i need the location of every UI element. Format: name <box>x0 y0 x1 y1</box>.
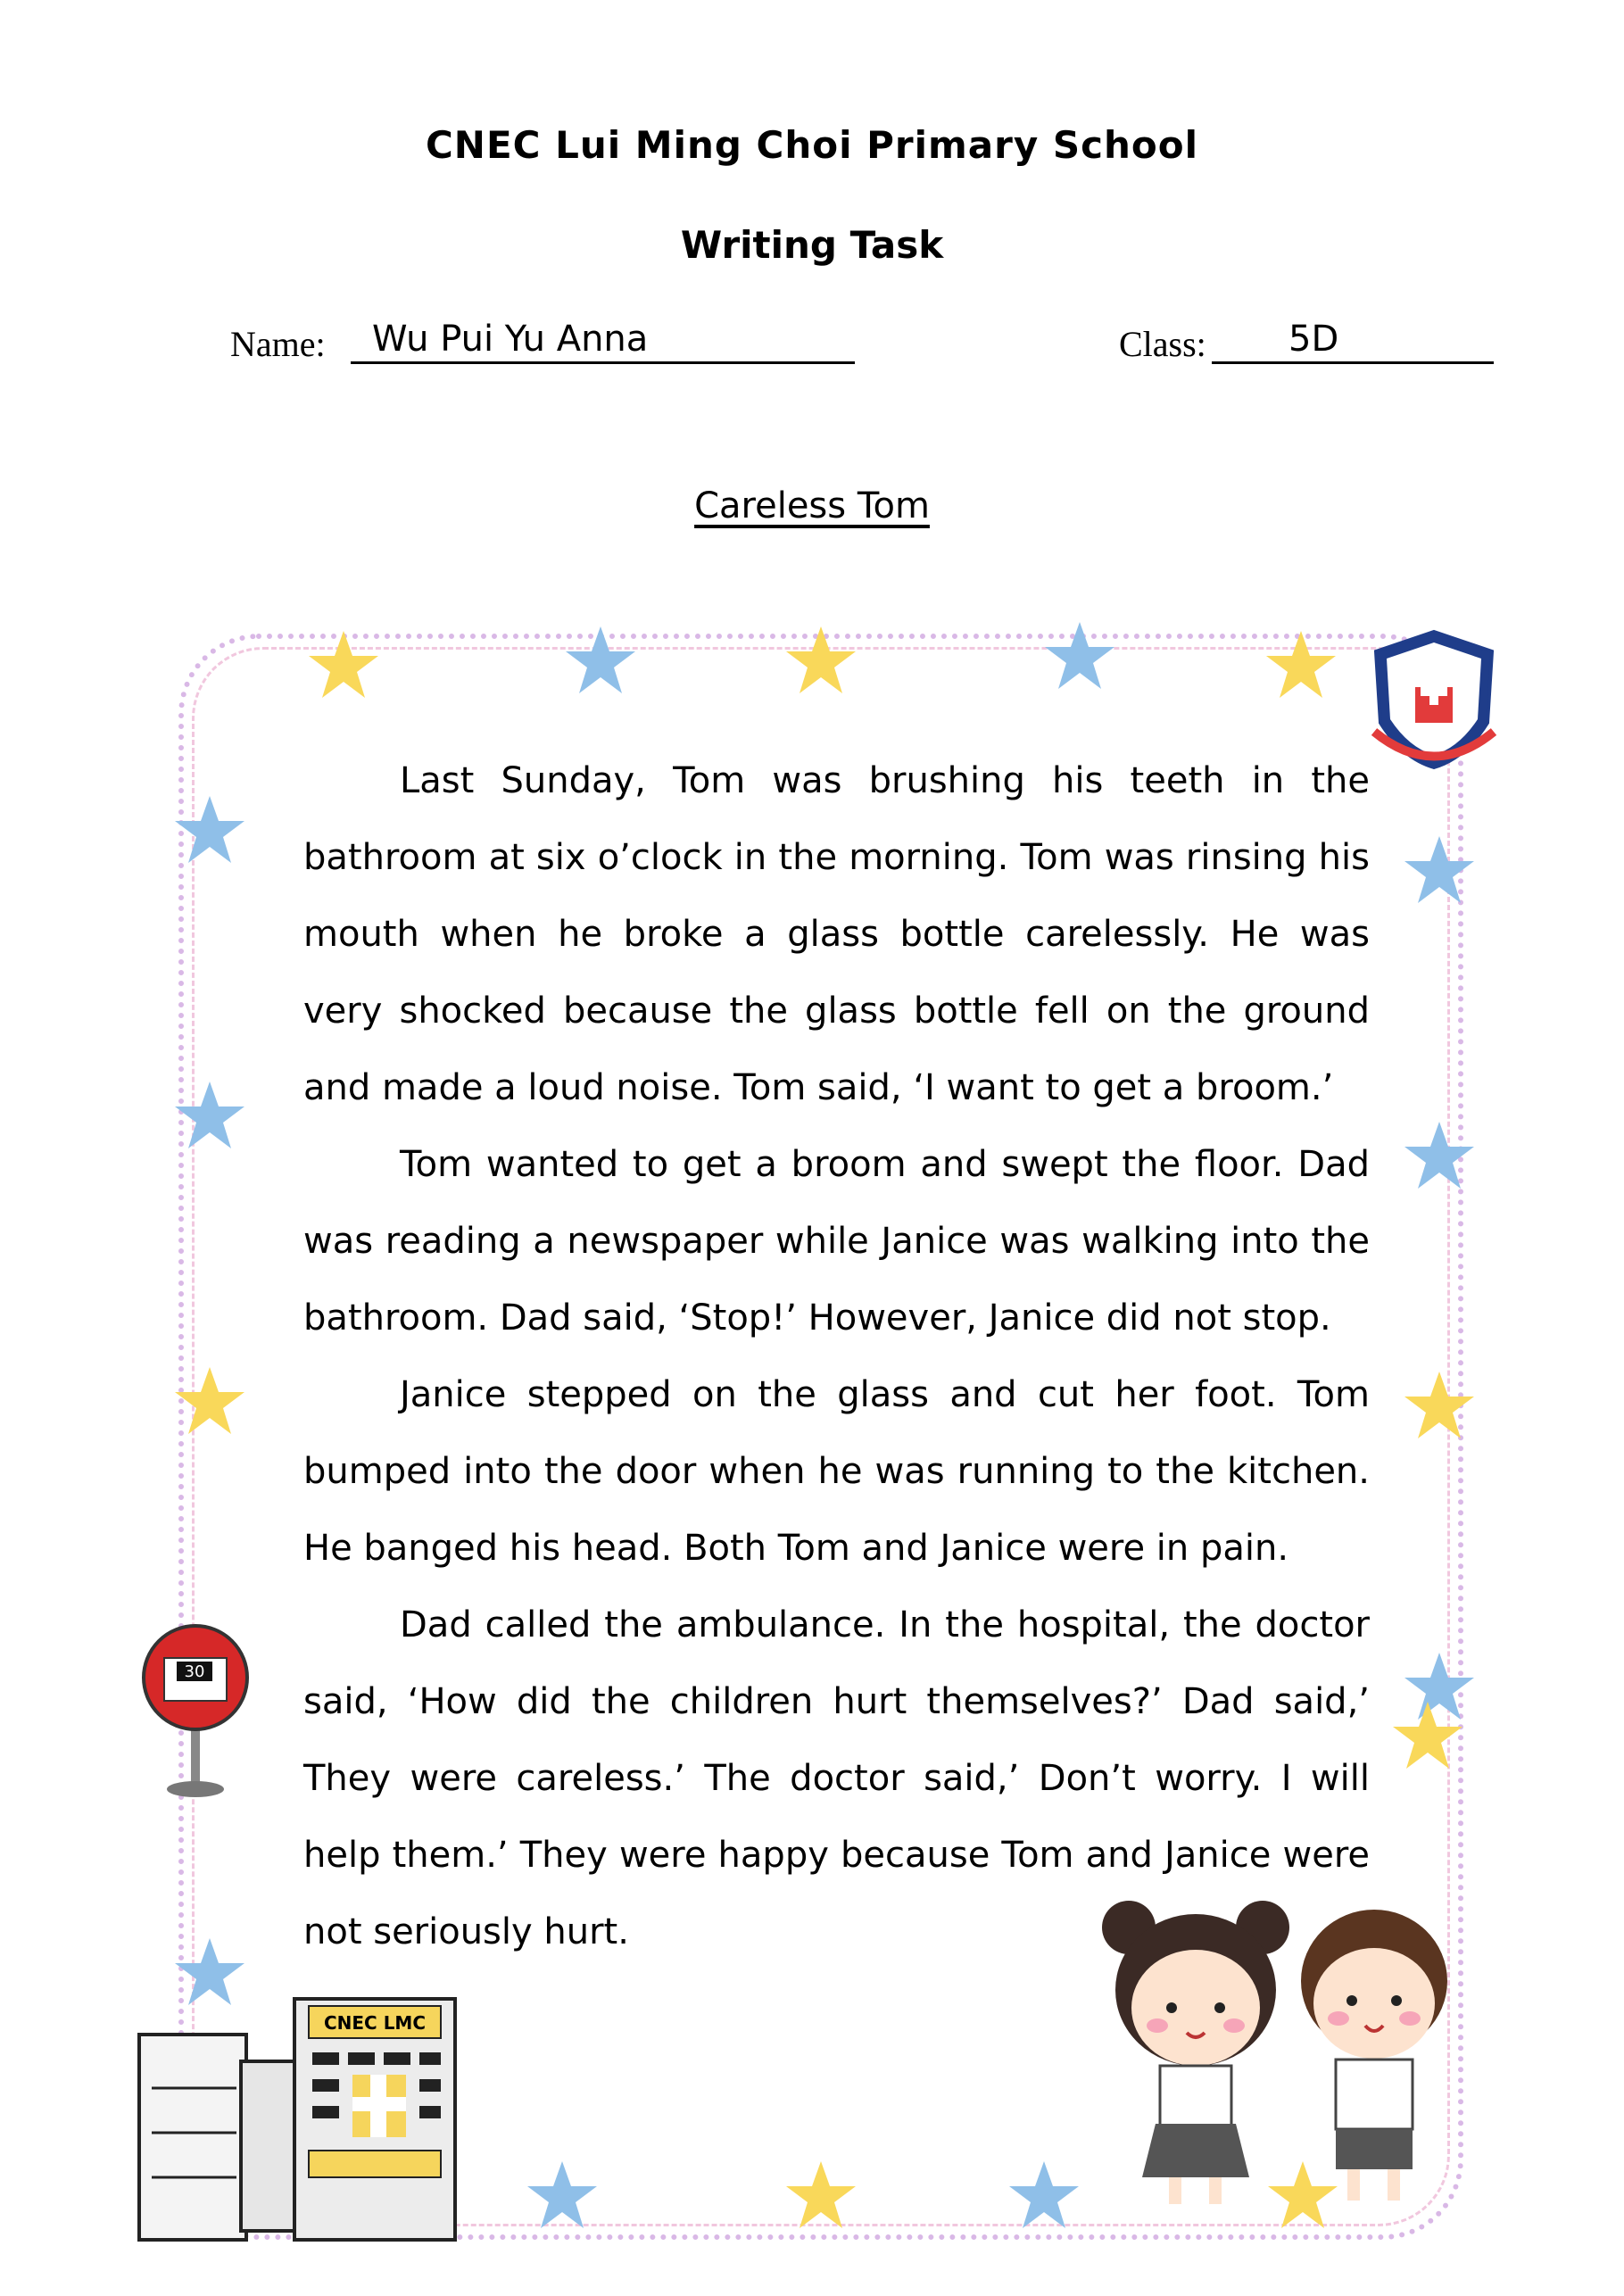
star-icon <box>174 1080 245 1151</box>
task-title: Writing Task <box>680 223 944 267</box>
building-sign: CNEC LMC <box>323 2012 427 2034</box>
name-label: Name: <box>230 324 326 364</box>
story-paragraph: Last Sunday, Tom was brushing his teeth in the bathroom at six o’clock in the morning. Tom was rinsing his mouth when he broke a glass bottle carelessly. He was very shocked because the glass bottle fell on the ground and made a loud noise. Tom said, ‘I want to get a broom.’ <box>303 760 1370 1108</box>
name-field <box>351 317 855 364</box>
school-building-icon <box>134 1981 473 2249</box>
class-field <box>1212 317 1494 364</box>
class-label: Class: <box>1119 324 1206 364</box>
star-icon <box>1404 1120 1475 1191</box>
star-icon <box>1265 629 1337 700</box>
star-icon <box>1008 2159 1080 2231</box>
star-icon <box>1404 834 1475 906</box>
star-icon <box>565 625 636 696</box>
story-body <box>303 742 1370 1970</box>
star-icon <box>526 2159 598 2231</box>
story-paragraph: Tom wanted to get a broom and swept the floor. Dad was reading a newspaper while Janice was walking into the bathroom. Dad said, ‘Stop!’ However, Janice did not stop. <box>303 1144 1370 1339</box>
name-value: Wu Pui Yu Anna <box>372 319 649 360</box>
story-paragraph: Dad called the ambulance. In the hospital, the doctor said, ‘How did the children hurt themselves?’ Dad said,’ They were careless.’ The doctor said,’ Don’t worry. I will help them.’ They were happy because Tom and Janice were not seriously hurt. <box>303 1604 1370 1952</box>
story-title: Careless Tom <box>694 485 930 526</box>
star-icon <box>174 1365 245 1437</box>
bus-stop-number: 30 <box>184 1662 205 1681</box>
star-icon <box>785 2159 857 2231</box>
story-paragraph: Janice stepped on the glass and cut her foot. Tom bumped into the door when he was running to the kitchen. He banged his head. Both Tom and Janice were in pain. <box>303 1374 1370 1569</box>
star-icon <box>1044 620 1115 692</box>
star-icon <box>174 794 245 866</box>
star-icon <box>785 625 857 696</box>
star-icon <box>1404 1370 1475 1441</box>
star-icon <box>1392 1700 1463 1771</box>
star-icon <box>308 629 379 700</box>
school-crest-icon <box>1358 625 1510 776</box>
class-value: 5D <box>1288 319 1339 360</box>
school-name: CNEC Lui Ming Choi Primary School <box>425 123 1199 167</box>
bus-stop-icon <box>134 1624 259 1803</box>
